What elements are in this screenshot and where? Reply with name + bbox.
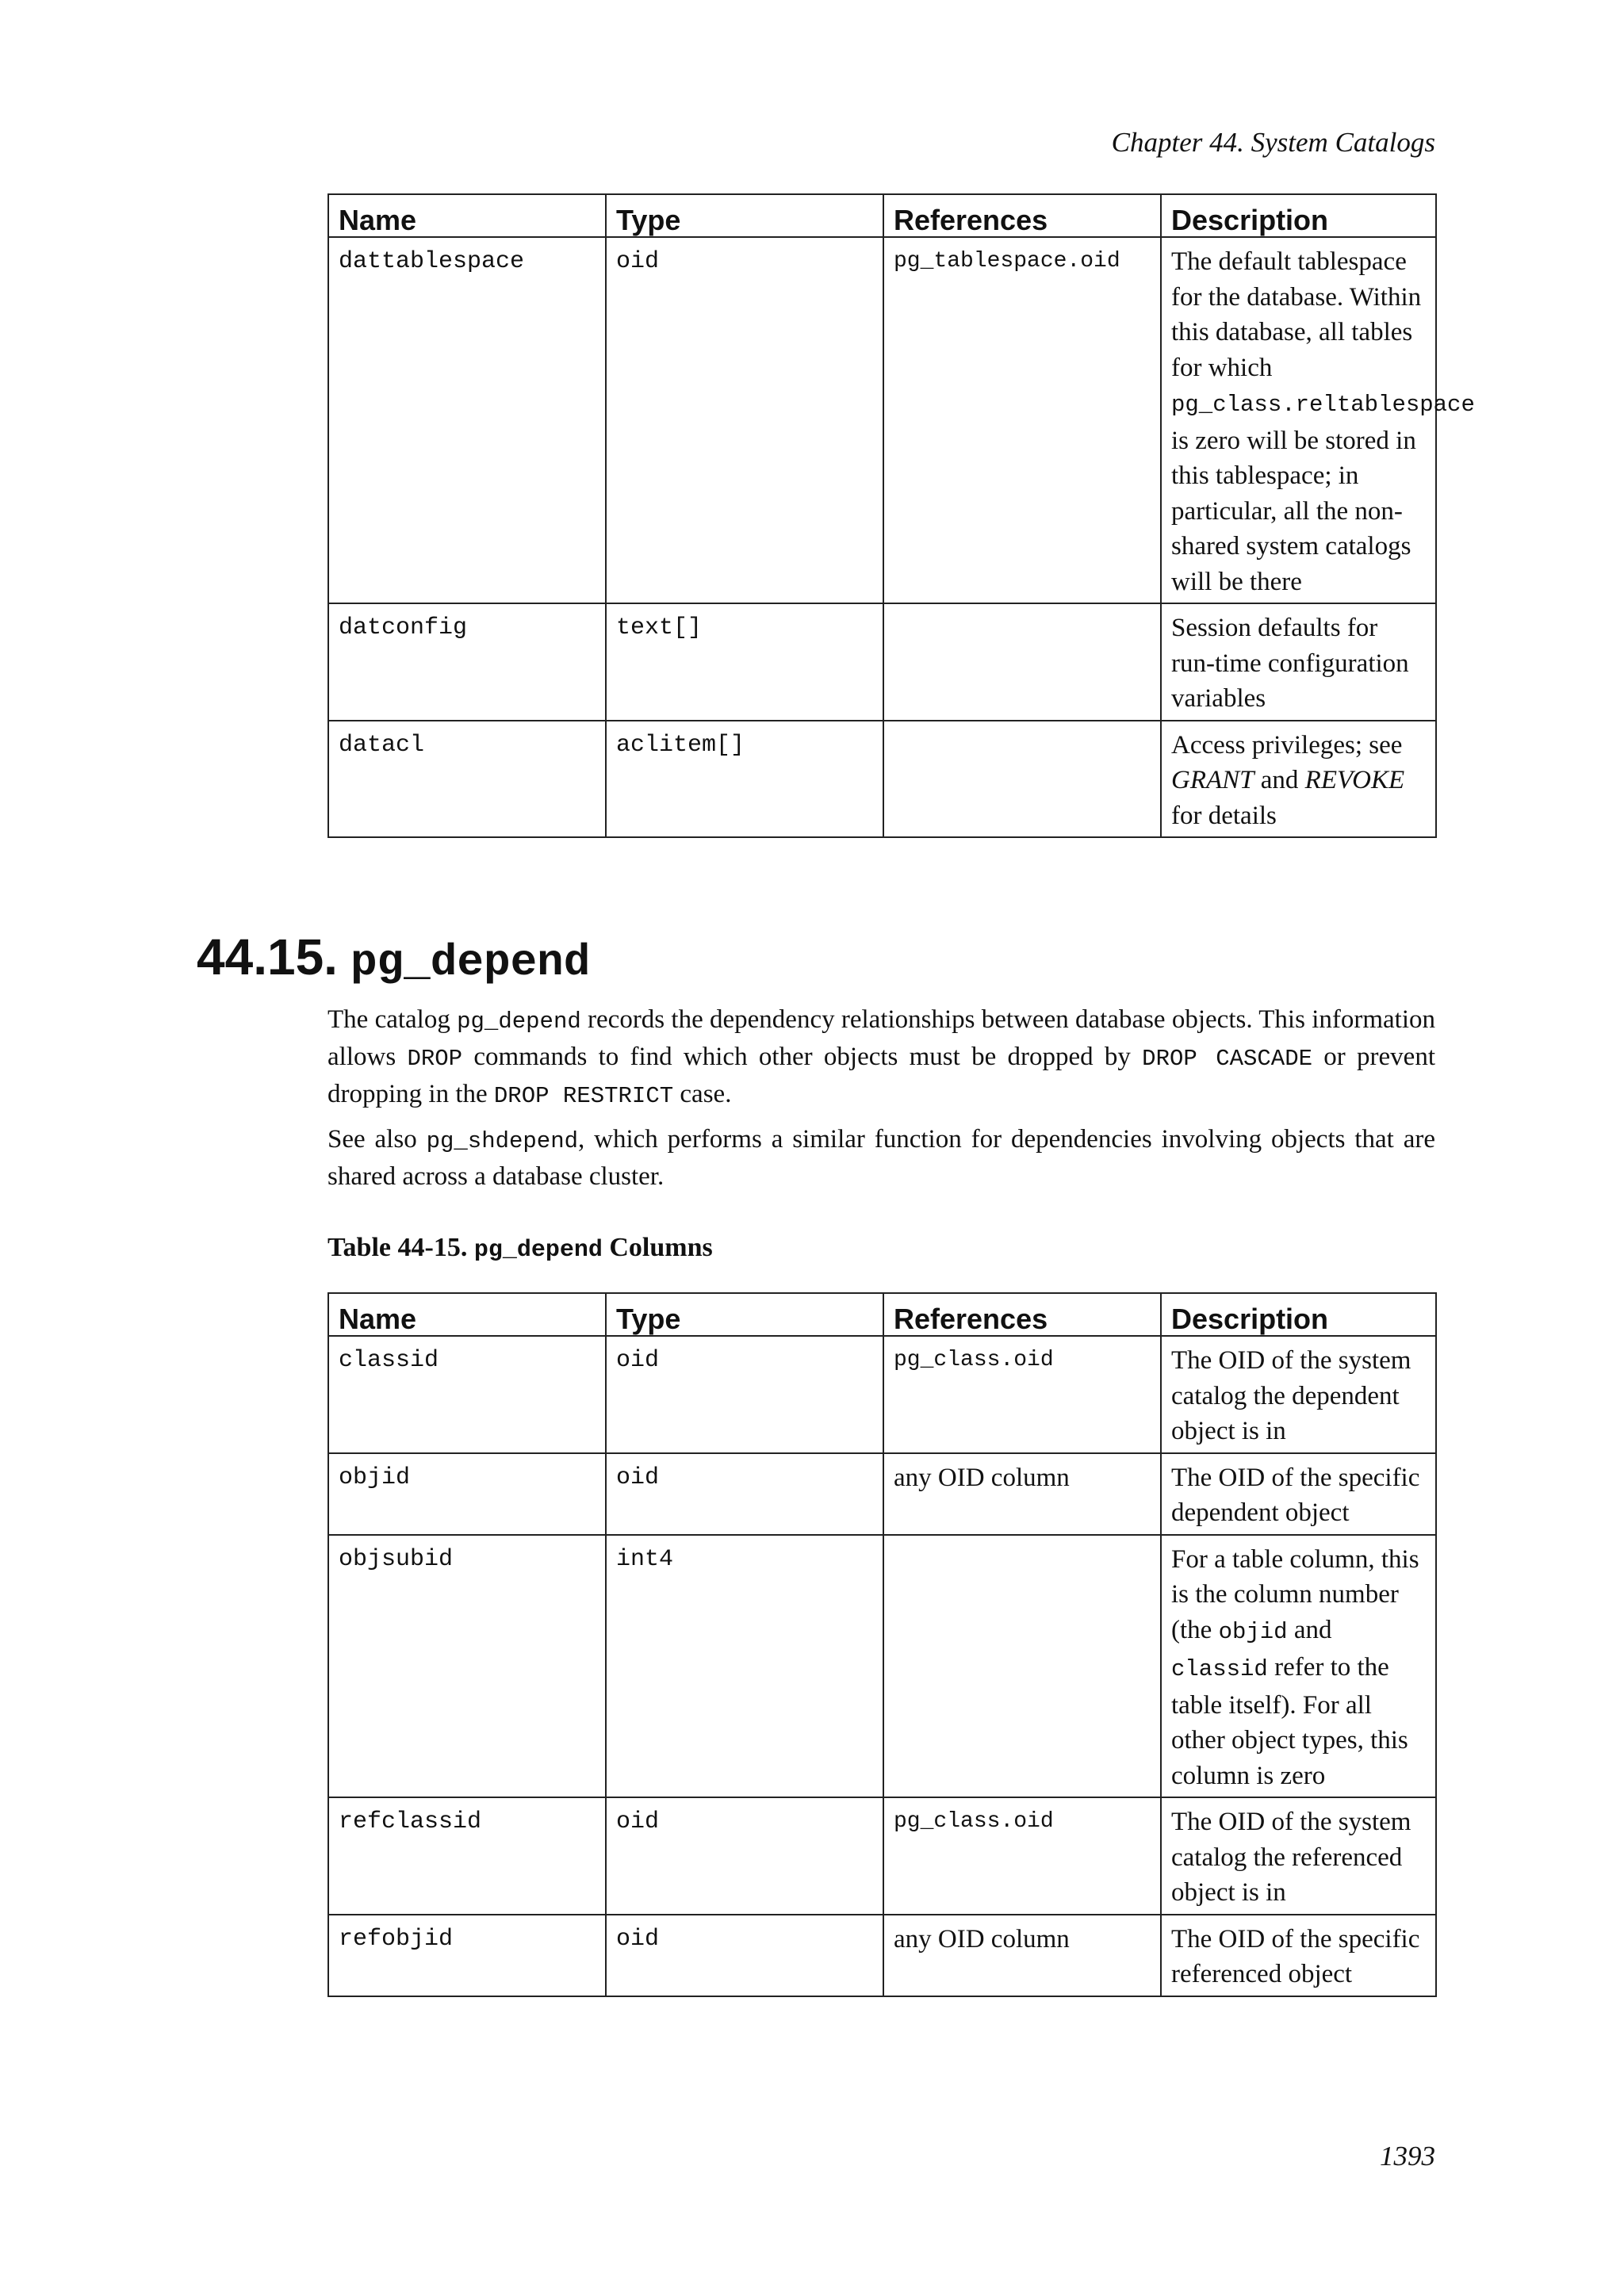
caption-suffix: Columns — [602, 1233, 713, 1262]
cell-name: datconfig — [328, 603, 606, 721]
description-text: is zero will be stored in this tablespace; in particular, all the non-shared system catalogs will be there — [1171, 426, 1416, 596]
pg-depend-columns-table — [327, 1292, 1437, 1997]
cell-type: aclitem[] — [606, 721, 883, 838]
cell-references: pg_class.oid — [883, 1797, 1161, 1915]
paragraph-text: commands to find which other objects must be dropped by — [462, 1043, 1143, 1071]
section-number: 44.15. — [197, 928, 338, 985]
caption-prefix: Table 44-15. — [327, 1233, 474, 1262]
cell-references: pg_class.oid — [883, 1336, 1161, 1453]
running-header: Chapter 44. System Catalogs — [1111, 127, 1435, 158]
table-caption — [327, 1233, 713, 1264]
column-header-description: Description — [1161, 1293, 1436, 1336]
cell-description: The OID of the system catalog the dependent object is in — [1161, 1336, 1436, 1453]
cell-type: oid — [606, 1453, 883, 1535]
description-text: for details — [1171, 801, 1277, 830]
inline-code: objid — [1218, 1618, 1288, 1645]
table-row — [328, 1915, 1436, 1996]
description-text: and — [1287, 1615, 1332, 1644]
cell-name: datacl — [328, 721, 606, 838]
column-header-type: Type — [606, 194, 883, 237]
cell-references — [883, 721, 1161, 838]
paragraph-text: , which performs a similar function for dependencies involving objects that are shared across a database cluster. — [327, 1125, 1435, 1191]
paragraph-text: See also — [327, 1125, 427, 1154]
page-number: 1393 — [1380, 2141, 1435, 2172]
cell-name: objid — [328, 1453, 606, 1535]
table-row — [328, 237, 1436, 603]
cell-type: oid — [606, 237, 883, 603]
cell-description: Session defaults for run-time configuration variables — [1161, 603, 1436, 721]
column-header-description: Description — [1161, 194, 1436, 237]
table-row — [328, 1336, 1436, 1453]
inline-code: pg_shdepend — [426, 1128, 579, 1154]
pg-database-columns-table — [327, 193, 1475, 838]
cell-references: any OID column — [883, 1915, 1161, 1996]
cell-description: The OID of the specific dependent object — [1161, 1453, 1436, 1535]
intro-paragraph — [327, 1002, 1435, 1114]
inline-code: pg_depend — [457, 1008, 581, 1035]
description-text: refer to the table itself). For all other object types, this column is zero — [1171, 1653, 1408, 1790]
description-text: and — [1254, 766, 1305, 794]
cell-type: oid — [606, 1336, 883, 1453]
cell-name: classid — [328, 1336, 606, 1453]
caption-code: pg_depend — [473, 1237, 603, 1264]
cell-type: text[] — [606, 603, 883, 721]
column-header-name: Name — [328, 1293, 606, 1336]
cell-description — [1161, 721, 1436, 838]
cell-description — [1161, 237, 1475, 603]
cell-references — [883, 603, 1161, 721]
paragraph-text: or prevent dropping in the — [327, 1043, 1436, 1108]
section-heading — [197, 928, 590, 988]
inline-code: pg_class.reltablespace — [1171, 392, 1475, 418]
column-header-references: References — [883, 1293, 1161, 1336]
cell-type: int4 — [606, 1535, 883, 1798]
revoke-link-text: REVOKE — [1304, 766, 1405, 794]
paragraph-text: The catalog — [327, 1005, 458, 1034]
paragraph-text: records the dependency relationships between database objects. This information allows — [327, 1005, 1435, 1071]
inline-code: DROP RESTRICT — [493, 1083, 674, 1109]
section-title: pg_depend — [350, 937, 591, 988]
table-row — [328, 603, 1436, 721]
cell-name: dattablespace — [328, 237, 606, 603]
cell-references — [883, 1535, 1161, 1798]
cell-references: pg_tablespace.oid — [883, 237, 1161, 603]
cell-description: The OID of the specific referenced object — [1161, 1915, 1436, 1996]
cell-type: oid — [606, 1915, 883, 1996]
inline-code: DROP — [407, 1046, 463, 1072]
table-row — [328, 1797, 1436, 1915]
description-text: Access privileges; see — [1171, 730, 1403, 760]
cell-name: refobjid — [328, 1915, 606, 1996]
inline-code: DROP CASCADE — [1142, 1046, 1313, 1072]
table-header-row — [328, 194, 1436, 237]
description-text: For a table column, this is the column number (the — [1171, 1544, 1419, 1644]
cell-description: The OID of the system catalog the referenced object is in — [1161, 1797, 1436, 1915]
cell-description — [1161, 1535, 1436, 1798]
cell-references: any OID column — [883, 1453, 1161, 1535]
table-row — [328, 721, 1436, 838]
cell-type: oid — [606, 1797, 883, 1915]
table-row — [328, 1535, 1436, 1798]
cell-name: objsubid — [328, 1535, 606, 1798]
paragraph-text: case. — [673, 1080, 732, 1108]
description-text: The default tablespace for the database. Within this database, all tables for which — [1171, 247, 1422, 382]
grant-link-text: GRANT — [1171, 766, 1254, 794]
column-header-references: References — [883, 194, 1161, 237]
see-also-paragraph — [327, 1122, 1435, 1195]
table-header-row — [328, 1293, 1436, 1336]
inline-code: classid — [1171, 1656, 1268, 1682]
cell-name: refclassid — [328, 1797, 606, 1915]
column-header-type: Type — [606, 1293, 883, 1336]
column-header-name: Name — [328, 194, 606, 237]
table-row — [328, 1453, 1436, 1535]
